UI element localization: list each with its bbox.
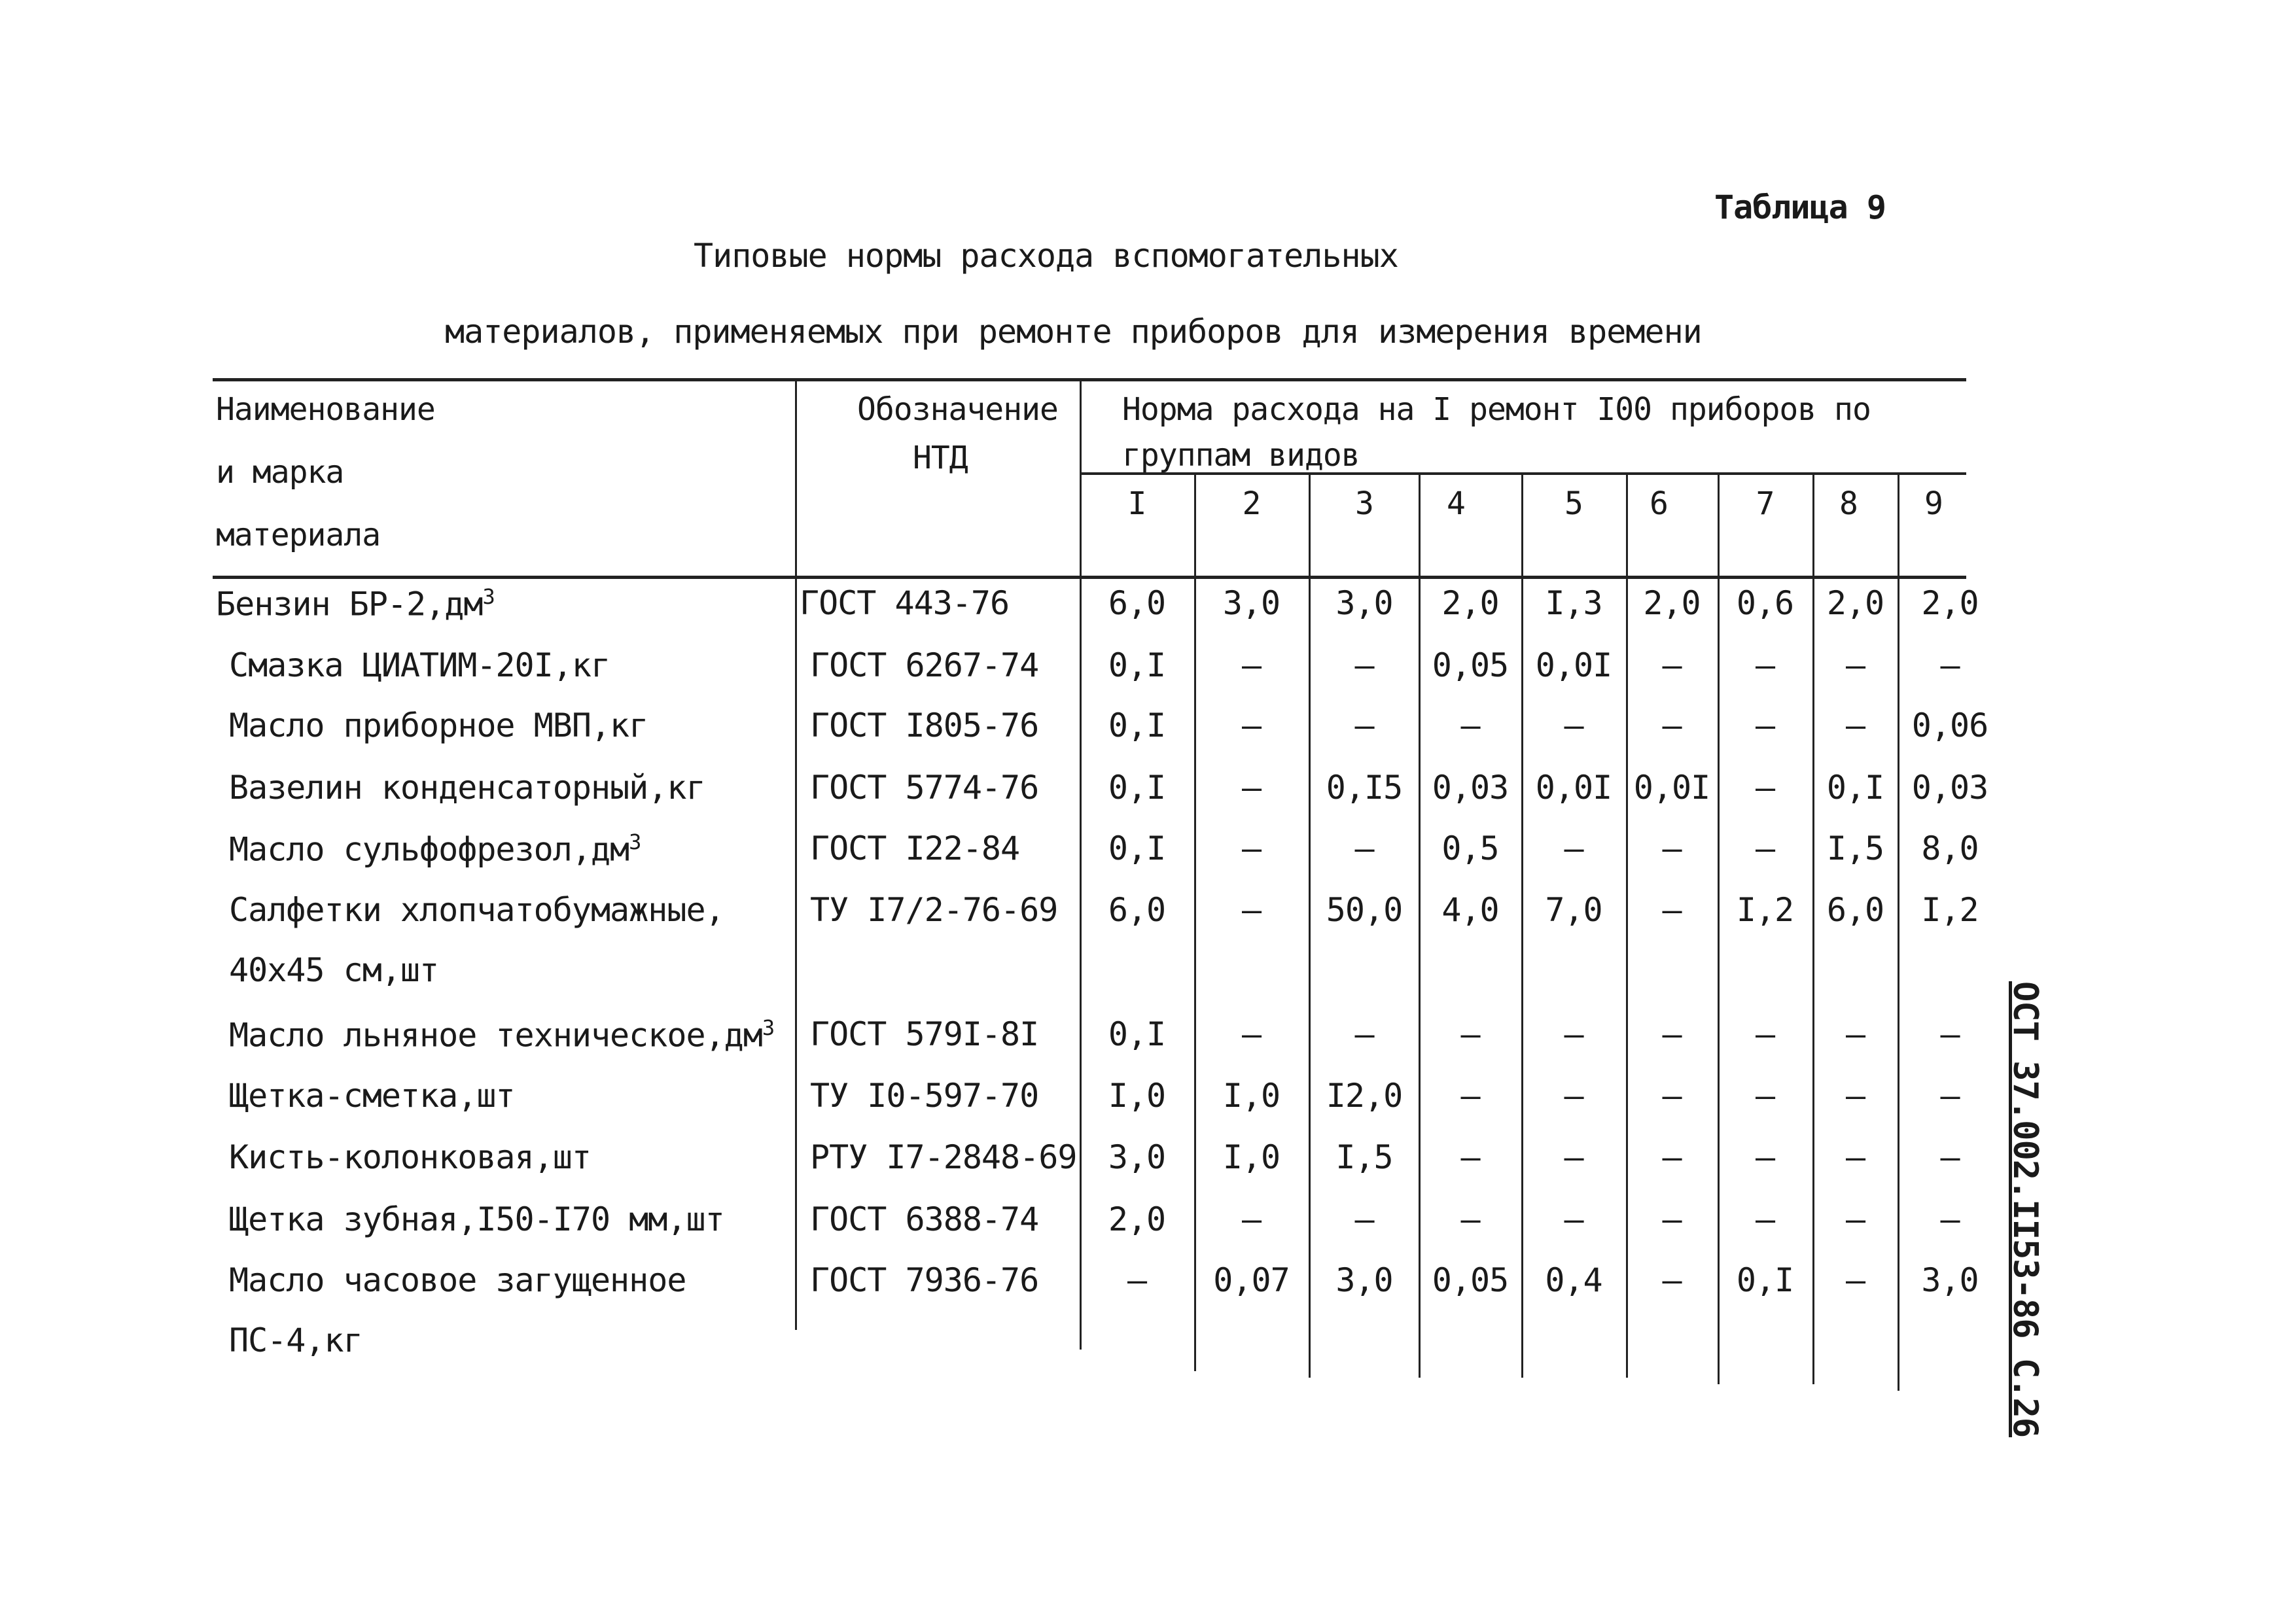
col-divider: [1718, 475, 1720, 1384]
norm-value-group-2: I,0: [1222, 1077, 1280, 1115]
unit-superscript: 3: [762, 1015, 775, 1040]
norm-value-group-6: –: [1662, 1138, 1682, 1176]
col-divider: [1309, 475, 1311, 1378]
unit-superscript: 3: [482, 584, 495, 609]
material-name: Масло льняное $техническое,дм^3$: [229, 1015, 775, 1055]
norm-value-group-6: –: [1662, 1077, 1682, 1115]
norm-value-group-3: 0,I5: [1326, 769, 1403, 807]
norm-value-group-6: 2,0: [1643, 584, 1701, 622]
norm-value-group-8: 6,0: [1826, 891, 1884, 929]
header-ntd-line-2: НТД: [913, 440, 968, 476]
norm-value-group-2: 3,0: [1222, 584, 1280, 622]
norm-value-group-7: I,2: [1736, 891, 1794, 929]
norm-value-group-1: 6,0: [1108, 584, 1166, 622]
col-divider: [1080, 381, 1082, 1350]
header-name-line-3: материала: [216, 517, 381, 553]
norm-value-group-3: –: [1354, 1015, 1374, 1053]
material-name: Щетка-сметка,шт: [229, 1077, 515, 1115]
norm-value-group-5: –: [1564, 1015, 1583, 1053]
norm-value-group-1: 0,I: [1108, 769, 1166, 807]
norm-value-group-5: –: [1564, 1138, 1583, 1176]
ntd-designation: РТУ I7-2848-69: [810, 1138, 1077, 1176]
norm-value-group-4: –: [1460, 1015, 1480, 1053]
col-divider: [1194, 475, 1196, 1371]
norm-value-group-7: –: [1755, 707, 1775, 744]
ntd-designation: ГОСТ 5774-76: [810, 769, 1039, 807]
header-norm-line-1: Норма расхода на I ремонт I00 приборов по: [1122, 391, 1871, 428]
header-name-line-2: и марка: [216, 454, 344, 491]
group-header-3: 3: [1355, 485, 1373, 522]
material-name: Смазка ЦИАТИМ-20I,кг: [229, 646, 610, 684]
norm-value-group-4: 0,5: [1441, 829, 1499, 867]
material-name-continued: 40x45 см,шт: [229, 951, 439, 989]
norm-value-group-1: 3,0: [1108, 1138, 1166, 1176]
norm-value-group-4: 0,03: [1432, 769, 1509, 807]
norm-value-group-1: 0,I: [1108, 707, 1166, 744]
ntd-designation: ГОСТ 6388-74: [810, 1200, 1039, 1238]
norm-value-group-9: I,2: [1921, 891, 1979, 929]
col-divider: [1626, 475, 1628, 1378]
norm-value-group-4: 0,05: [1432, 1261, 1509, 1299]
norm-value-group-7: –: [1755, 1200, 1775, 1238]
norm-value-group-8: –: [1845, 1261, 1865, 1299]
norm-value-group-3: 50,0: [1326, 891, 1403, 929]
material-name: Масло приборное МВП,кг: [229, 707, 648, 744]
norm-value-group-5: –: [1564, 707, 1583, 744]
norm-value-group-8: I,5: [1826, 829, 1884, 867]
norm-value-group-9: –: [1940, 1200, 1960, 1238]
norm-value-group-8: 2,0: [1826, 584, 1884, 622]
norm-value-group-8: –: [1845, 707, 1865, 744]
norm-value-group-6: –: [1662, 1261, 1682, 1299]
norm-value-group-3: 3,0: [1335, 1261, 1393, 1299]
group-header-9: 9: [1924, 485, 1943, 522]
material-name: Щетка зубная,I50-I70 мм,шт: [229, 1200, 724, 1238]
norm-value-group-5: 7,0: [1545, 891, 1602, 929]
table-title-line-1: Типовые нормы расхода вспомогательных: [694, 237, 1398, 275]
material-name: Кисть-колонковая,шт: [229, 1138, 591, 1176]
norm-value-group-1: I,0: [1108, 1077, 1166, 1115]
ntd-designation: ТУ I7/2-76-69: [810, 891, 1058, 929]
ntd-designation: ГОСТ I805-76: [810, 707, 1039, 744]
material-name: Масло $сульфофрезол,дм^3$: [229, 829, 641, 869]
norm-value-group-4: –: [1460, 1200, 1480, 1238]
col-divider: [795, 381, 797, 1330]
material-name-continued: ПС-4,кг: [229, 1321, 362, 1359]
norm-value-group-7: –: [1755, 1077, 1775, 1115]
group-header-6: 6: [1650, 485, 1668, 522]
norm-value-group-4: 2,0: [1441, 584, 1499, 622]
norm-value-group-9: 2,0: [1921, 584, 1979, 622]
ntd-designation: ГОСТ I22-84: [810, 829, 1020, 867]
norm-value-group-1: 6,0: [1108, 891, 1166, 929]
norm-value-group-6: –: [1662, 1200, 1682, 1238]
group-header-8: 8: [1839, 485, 1858, 522]
norm-value-group-1: 2,0: [1108, 1200, 1166, 1238]
norm-value-group-2: –: [1241, 707, 1262, 744]
norm-value-group-1: 0,I: [1108, 829, 1166, 867]
norm-value-group-2: –: [1241, 769, 1262, 807]
norm-value-group-6: –: [1662, 646, 1682, 684]
norm-value-group-8: –: [1845, 1138, 1865, 1176]
col-divider: [1521, 475, 1523, 1378]
norm-value-group-5: 0,0I: [1535, 646, 1612, 684]
norm-value-group-8: 0,I: [1826, 769, 1884, 807]
norm-value-group-5: 0,4: [1545, 1261, 1602, 1299]
norm-value-group-9: –: [1940, 646, 1960, 684]
norm-value-group-3: –: [1354, 707, 1374, 744]
norm-value-group-7: –: [1755, 1138, 1775, 1176]
norm-value-group-9: –: [1940, 1015, 1960, 1053]
norm-value-group-3: –: [1354, 646, 1374, 684]
norm-value-group-2: –: [1241, 1200, 1262, 1238]
group-header-4: 4: [1447, 485, 1465, 522]
ntd-designation: ТУ I0-597-70: [810, 1077, 1039, 1115]
norm-value-group-3: –: [1354, 829, 1374, 867]
norm-value-group-1: –: [1127, 1261, 1147, 1299]
ntd-designation: ГОСТ 579I-8I: [810, 1015, 1039, 1053]
header-name-line-1: Наименование: [216, 391, 435, 428]
norm-value-group-7: –: [1755, 769, 1775, 807]
material-name: Вазелин конденсаторный,кг: [229, 769, 705, 807]
material-name: Бензин $БР-2,дм^3$: [216, 584, 495, 623]
norm-value-group-9: –: [1940, 1138, 1960, 1176]
norm-value-group-4: 4,0: [1441, 891, 1499, 929]
norm-value-group-6: –: [1662, 1015, 1682, 1053]
norm-value-group-2: –: [1241, 829, 1262, 867]
group-header-1: I: [1127, 485, 1146, 522]
norm-value-group-9: 8,0: [1921, 829, 1979, 867]
unit-superscript: 3: [629, 829, 641, 854]
norm-value-group-6: 0,0I: [1633, 769, 1710, 807]
norm-value-group-3: I,5: [1335, 1138, 1393, 1176]
norm-value-group-9: 3,0: [1921, 1261, 1979, 1299]
norm-value-group-5: –: [1564, 829, 1583, 867]
norm-value-group-7: 0,I: [1736, 1261, 1794, 1299]
norm-value-group-7: 0,6: [1736, 584, 1794, 622]
norm-value-group-2: –: [1241, 646, 1262, 684]
header-norm-line-2: группам видов: [1122, 437, 1360, 474]
norm-value-group-3: I2,0: [1326, 1077, 1403, 1115]
norm-value-group-9: –: [1940, 1077, 1960, 1115]
group-header-5: 5: [1564, 485, 1583, 522]
material-name: Масло часовое загущенное: [229, 1261, 686, 1299]
document-code-note: ОСТ 37.002.II53-86 С.26: [2005, 981, 2045, 1438]
ntd-designation: ГОСТ 7936-76: [810, 1261, 1039, 1299]
header-ntd-line-1: Обозначение: [857, 391, 1058, 428]
norm-value-group-1: 0,I: [1108, 1015, 1166, 1053]
norm-value-group-7: –: [1755, 829, 1775, 867]
norm-value-group-3: 3,0: [1335, 584, 1393, 622]
norm-value-group-5: –: [1564, 1077, 1583, 1115]
table-top-rule: [213, 378, 1966, 381]
norm-value-group-7: –: [1755, 646, 1775, 684]
norm-value-group-8: –: [1845, 646, 1865, 684]
norm-value-group-2: –: [1241, 891, 1262, 929]
norm-value-group-8: –: [1845, 1015, 1865, 1053]
norm-value-group-2: I,0: [1222, 1138, 1280, 1176]
norm-value-group-8: –: [1845, 1077, 1865, 1115]
norm-value-group-4: 0,05: [1432, 646, 1509, 684]
col-divider: [1419, 475, 1421, 1378]
norm-value-group-6: –: [1662, 829, 1682, 867]
norm-value-group-9: 0,03: [1911, 769, 1988, 807]
material-name: Салфетки хлопчатобумажные,: [229, 891, 724, 929]
norm-value-group-9: 0,06: [1911, 707, 1988, 744]
norm-value-group-5: I,3: [1545, 584, 1602, 622]
norm-value-group-5: 0,0I: [1535, 769, 1612, 807]
norm-value-group-2: –: [1241, 1015, 1262, 1053]
norm-value-group-6: –: [1662, 891, 1682, 929]
norm-value-group-4: –: [1460, 707, 1480, 744]
norm-value-group-3: –: [1354, 1200, 1374, 1238]
norm-value-group-5: –: [1564, 1200, 1583, 1238]
norm-value-group-7: –: [1755, 1015, 1775, 1053]
group-header-2: 2: [1242, 485, 1261, 522]
norm-value-group-8: –: [1845, 1200, 1865, 1238]
group-header-7: 7: [1756, 485, 1775, 522]
header-bottom-rule: [213, 576, 1966, 579]
ntd-designation: ГОСТ 443-76: [800, 584, 1010, 622]
table-title-line-2: материалов, применяемых при ремонте приборов для измерения времени: [445, 313, 1702, 351]
ntd-designation: ГОСТ 6267-74: [810, 646, 1039, 684]
norm-value-group-1: 0,I: [1108, 646, 1166, 684]
norm-value-group-4: –: [1460, 1138, 1480, 1176]
norm-value-group-6: –: [1662, 707, 1682, 744]
norm-value-group-4: –: [1460, 1077, 1480, 1115]
norm-value-group-2: 0,07: [1213, 1261, 1290, 1299]
table-label: Таблица 9: [1714, 188, 1886, 226]
col-divider: [1898, 475, 1899, 1391]
